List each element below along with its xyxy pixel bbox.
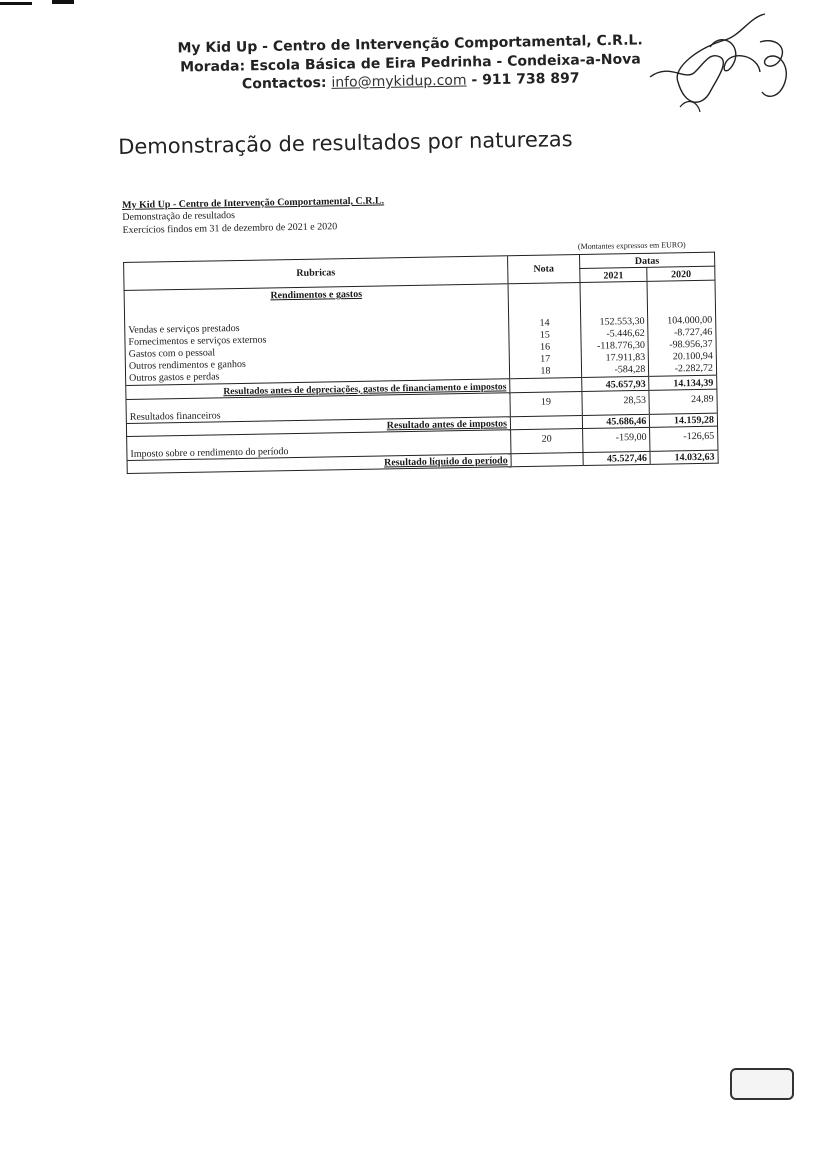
section-heading: Rendimentos e gastos — [124, 284, 508, 307]
note-ref: 14 — [539, 317, 550, 329]
statement-company: My Kid Up - Centro de Intervenção Comportamental, C.R.L. — [122, 195, 385, 211]
value-2020: -8.727,46 — [673, 326, 713, 338]
value-2021: 17.911,83 — [605, 351, 646, 364]
income-statement — [122, 190, 723, 468]
financial-2021: 28,53 — [582, 390, 650, 415]
statement-period: Exercícios findos em 31 de dezembro de 2021 e 2020 — [122, 221, 338, 236]
item-values-2021-cell — [580, 297, 649, 377]
value-2020: 104.000,00 — [667, 314, 713, 327]
note-ref: 18 — [540, 365, 551, 377]
item-labels-cell — [124, 300, 509, 385]
value-2020: -2.282,72 — [674, 362, 714, 374]
value-2020: -98.956,37 — [669, 338, 713, 350]
letterhead-address: Morada: Escola Básica de Eira Pedrinha - Condeixa-a-Nova — [179, 50, 641, 75]
letterhead-company: My Kid Up - Centro de Intervenção Comportamental, C.R.L. — [177, 32, 643, 57]
financial-label: Resultados financeiros — [126, 392, 510, 423]
column-header-nota: Nota — [508, 255, 580, 284]
handwritten-signature — [640, 12, 800, 122]
pretax-2021: 45.686,46 — [582, 414, 650, 428]
currency-note: (Montantes expressos em EURO) — [577, 240, 686, 252]
net-result-2021: 45.527,46 — [583, 451, 651, 465]
column-header-2020: 2020 — [647, 266, 715, 281]
note-ref: 16 — [539, 341, 551, 353]
tax-2021: -159,00 — [582, 427, 650, 452]
column-header-2021: 2021 — [580, 267, 648, 282]
value-2020: 20.100,94 — [672, 350, 713, 362]
value-2021: -118.776,30 — [596, 339, 646, 352]
income-statement-table — [123, 252, 719, 474]
email-link[interactable]: info@mykidup.com — [331, 72, 467, 91]
phone-number: - 911 738 897 — [466, 70, 580, 89]
tax-label: Imposto sobre o rendimento do período — [127, 429, 511, 460]
value-2021: -5.446,62 — [606, 327, 645, 340]
list-item: Fornecimentos e serviços externos — [128, 334, 267, 348]
note-ref: 15 — [539, 329, 550, 341]
statement-subtitle: Demonstração de resultados — [122, 210, 236, 223]
tax-note: 20 — [511, 428, 583, 453]
page-stamp — [730, 1068, 794, 1100]
financial-2020: 24,89 — [649, 389, 717, 414]
subtotal-2020: 14.134,39 — [649, 375, 717, 390]
list-item: Vendas e serviços prestados — [128, 322, 240, 336]
page-title: Demonstração de resultados por naturezas — [118, 127, 573, 159]
note-ref: 17 — [540, 353, 551, 365]
pretax-label: Resultado antes de impostos — [126, 416, 510, 436]
column-header-rubricas: Rubricas — [124, 256, 509, 291]
letterhead — [150, 31, 671, 96]
list-item: Outros gastos e perdas — [129, 370, 220, 384]
value-2021: -584,28 — [614, 363, 646, 375]
subtotal-2021: 45.657,93 — [581, 376, 649, 391]
scan-artifact — [0, 0, 120, 12]
net-result-label: Resultado líquido do período — [127, 453, 511, 473]
pretax-2020: 14.159,28 — [650, 413, 718, 427]
list-item: Gastos com o pessoal — [128, 346, 216, 360]
list-item: Outros rendimentos e ganhos — [128, 358, 246, 372]
contacts-label: Contactos: — [241, 74, 327, 93]
value-2021: 152.553,30 — [599, 315, 645, 328]
item-notes-cell — [508, 299, 581, 379]
financial-note: 19 — [510, 391, 582, 416]
net-result-2020: 14.032,63 — [650, 450, 718, 464]
item-values-2020-cell — [648, 296, 717, 376]
subtotal-label: Resultados antes de depreciações, gastos de financiamento e impostos — [126, 378, 510, 399]
tax-2020: -126,65 — [650, 426, 718, 451]
column-header-datas: Datas — [579, 252, 714, 268]
